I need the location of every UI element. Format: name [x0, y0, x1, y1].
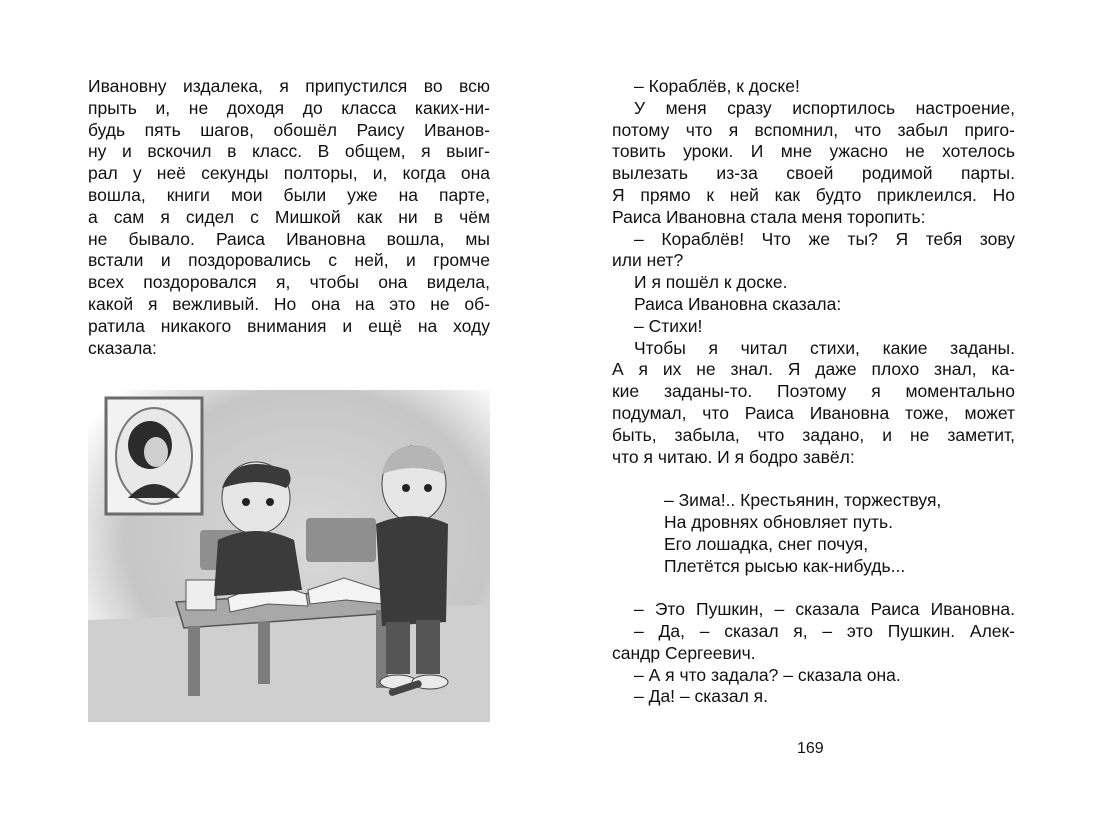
verse-line: Плетётся рысью как-нибудь... [664, 555, 906, 576]
verse-line: – Зима!.. Крестьянин, торжествуя, [664, 490, 942, 511]
text-line: вылезать из-за своей родимой парты. [612, 163, 1015, 184]
text-line: сандр Сергеевич. [612, 642, 756, 663]
right-page-text [612, 76, 1015, 708]
text-line: ну и вскочил в класс. В общем, я выиг- [88, 141, 490, 162]
text-line: встали и поздоровались с ней, и громче [88, 250, 490, 271]
verse-line: На дровнях обновляет путь. [664, 511, 893, 532]
text-line: А я их не знал. Я даже плохо знал, ка- [612, 359, 1015, 380]
text-line: а сам я сидел с Мишкой как ни в чём [88, 206, 490, 227]
text-line: быть, забыла, что задано, и не заметит, [612, 424, 1015, 445]
text-line: или нет? [612, 250, 684, 271]
text-line: У меня сразу испортилось настроение, [634, 97, 1015, 118]
text-line: – Кораблёв! Что же ты? Я тебя зову [634, 228, 1015, 249]
text-line: всех поздоровался я, чтобы она видела, [88, 272, 490, 293]
text-line: ратила никакого внимания и ещё на ходу [88, 315, 490, 336]
text-line: – Стихи! [634, 315, 703, 336]
text-line: – Кораблёв, к доске! [634, 76, 800, 96]
text-line: – Это Пушкин, – сказала Раиса Ивановна. [634, 599, 1015, 620]
text-line: какой я вежливый. Но она на это не об- [88, 293, 490, 314]
verse-spacer [612, 577, 1015, 599]
text-line: Я прямо к ней как будто приклеился. Но [612, 184, 1015, 205]
verse-line: Его лошадка, снег почуя, [664, 533, 869, 554]
text-line: Ивановну издалека, я припустился во всю [88, 76, 490, 96]
text-line: Чтобы я читал стихи, какие заданы. [634, 337, 1015, 358]
text-line: кие заданы-то. Поэтому я моментально [612, 381, 1015, 402]
text-line: – Да, – сказал я, – это Пушкин. Алек- [634, 620, 1015, 641]
text-line: сказала: [88, 337, 157, 358]
text-line: Раиса Ивановна сказала: [634, 293, 842, 314]
text-line: подумал, что Раиса Ивановна тоже, может [612, 402, 1015, 423]
text-line: Раиса Ивановна стала меня торопить: [612, 206, 926, 227]
text-line: будь пять шагов, обошёл Раису Иванов- [88, 119, 490, 140]
text-line: потому что я вспомнил, что забыл приго- [612, 119, 1015, 140]
text-line: – Да! – сказал я. [634, 686, 768, 707]
verse-spacer [612, 468, 1015, 490]
text-line: товить уроки. И мне ужасно не хотелось [612, 141, 1015, 162]
illustration-schoolboys-at-desk [88, 390, 490, 722]
left-page-text [88, 76, 490, 359]
text-line: И я пошёл к доске. [634, 272, 788, 293]
text-line: что я читаю. И я бодро завёл: [612, 446, 855, 467]
page-number: 169 [797, 740, 824, 757]
text-line: вошла, книги мои были уже на парте, [88, 184, 490, 205]
text-line: не бывало. Раиса Ивановна вошла, мы [88, 228, 490, 249]
portrait-frame [106, 398, 202, 514]
text-line: – А я что задала? – сказала она. [634, 664, 901, 685]
text-line: рал у неё секунды полторы, и, когда она [88, 163, 490, 184]
text-line: прыть и, не доходя до класса каких-ни- [88, 97, 490, 118]
illustration-image [88, 390, 490, 722]
